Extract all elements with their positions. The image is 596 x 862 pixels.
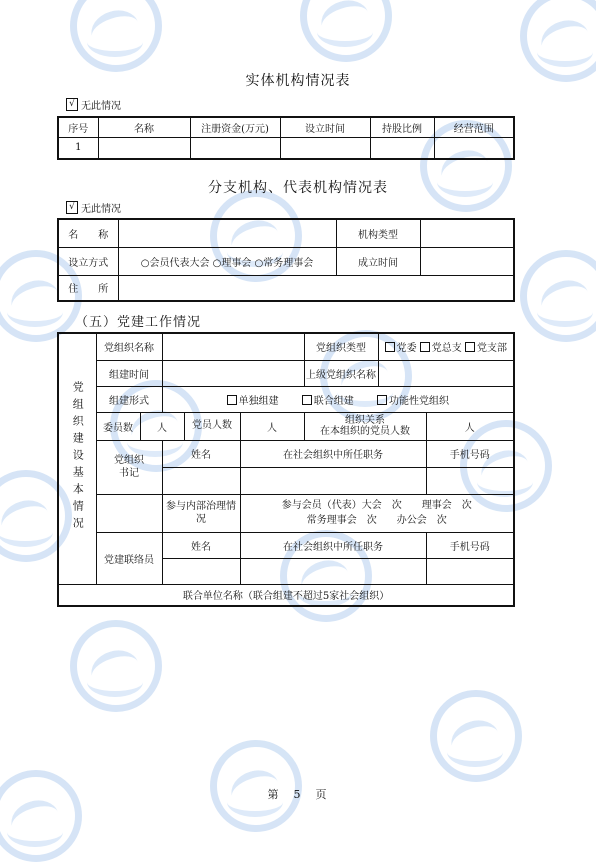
committee-value[interactable]: 人: [140, 412, 184, 440]
method-label: 设立方式: [58, 247, 118, 275]
section-title-entity: 实体机构情况表: [245, 73, 351, 89]
type-label: 机构类型: [336, 219, 420, 247]
opt-joint: 联合组建: [313, 395, 354, 407]
party-table: [57, 332, 515, 607]
relation-value[interactable]: 人: [426, 412, 514, 440]
org-name-value[interactable]: [162, 333, 304, 360]
committee-label: 委员数: [96, 412, 140, 440]
none-label: 无此情况: [81, 204, 121, 215]
none-label: 无此情况: [81, 101, 121, 112]
cell-date[interactable]: [280, 137, 370, 159]
relation-line2: 在本组织的党员人数: [320, 426, 410, 437]
cell-name[interactable]: [98, 137, 190, 159]
page-number: 第 5 页: [267, 788, 329, 801]
secretary-position-label: 在社会组织中所任职务: [240, 440, 426, 467]
build-time-label: 组建时间: [96, 360, 162, 386]
liaison-position-value[interactable]: [240, 558, 426, 584]
governance-spacer: [96, 494, 162, 532]
governance-line1: 参与会员（代表）大会 次 理事会 次: [281, 500, 472, 511]
member-count-label: 党员人数: [184, 412, 240, 440]
header-scope: 经营范围: [434, 117, 514, 137]
liaison-phone-label: 手机号码: [426, 532, 514, 558]
header-date: 设立时间: [280, 117, 370, 137]
cell-share[interactable]: [370, 137, 434, 159]
method-options[interactable]: ○会员代表大会 ○理事会 ○常务理事会: [118, 247, 336, 275]
watermark-logo: [520, 250, 596, 342]
joint-units-label: 联合单位名称（联合组建不超过5家社会组织）: [58, 584, 514, 606]
section-title-branch: 分支机构、代表机构情况表: [208, 180, 388, 196]
org-name-label: 党组织名称: [96, 333, 162, 360]
checkbox-icon[interactable]: [385, 342, 395, 352]
cell-scope[interactable]: [434, 137, 514, 159]
secretary-label-cell: [96, 440, 162, 494]
liaison-position-label: 在社会组织中所任职务: [240, 532, 426, 558]
none-checkbox-branch[interactable]: [66, 200, 121, 215]
member-count-value[interactable]: 人: [240, 412, 304, 440]
build-time-value[interactable]: [162, 360, 304, 386]
checkbox-icon[interactable]: [420, 342, 430, 352]
side-label: 党组织建设基本情况: [71, 380, 85, 534]
type-value[interactable]: [420, 219, 514, 247]
org-type-label: 党组织类型: [304, 333, 378, 360]
secretary-label: 党组织书记: [114, 455, 144, 479]
governance-value[interactable]: [240, 494, 514, 532]
check-mark-icon: √: [66, 98, 78, 111]
watermark-logo: [0, 770, 82, 862]
section-title-party: （五）党建工作情况: [75, 315, 202, 330]
opt-single: 单独组建: [238, 395, 279, 407]
parent-org-value[interactable]: [378, 360, 514, 386]
parent-org-label: 上级党组织名称: [304, 360, 378, 386]
name-value[interactable]: [118, 219, 336, 247]
secretary-name-value[interactable]: [162, 467, 240, 494]
liaison-name-value[interactable]: [162, 558, 240, 584]
secretary-phone-value[interactable]: [426, 467, 514, 494]
check-mark-icon: √: [66, 201, 78, 214]
opt-functional: 功能性党组织: [388, 395, 449, 407]
date-label: 成立时间: [336, 247, 420, 275]
secretary-phone-label: 手机号码: [426, 440, 514, 467]
header-name: 名称: [98, 117, 190, 137]
date-value[interactable]: [420, 247, 514, 275]
secretary-name-label: 姓名: [162, 440, 240, 467]
checkbox-icon[interactable]: [302, 395, 312, 405]
opt-party-committee: 党委: [396, 343, 417, 355]
org-type-options[interactable]: [378, 333, 514, 360]
header-capital: 注册资金(万元): [190, 117, 280, 137]
watermark-logo: [70, 620, 162, 712]
governance-label: 参与内部治理情况: [162, 494, 240, 532]
liaison-label: 党建联络员: [96, 532, 162, 584]
row-index: 1: [58, 137, 98, 159]
watermark-logo: [430, 690, 522, 782]
branch-table: [57, 218, 515, 302]
name-label: 名 称: [58, 219, 118, 247]
liaison-name-label: 姓名: [162, 532, 240, 558]
cell-capital[interactable]: [190, 137, 280, 159]
checkbox-icon[interactable]: [377, 395, 387, 405]
relation-label: [304, 412, 426, 440]
checkbox-icon[interactable]: [465, 342, 475, 352]
header-share: 持股比例: [370, 117, 434, 137]
liaison-phone-value[interactable]: [426, 558, 514, 584]
none-checkbox-entity[interactable]: [66, 97, 121, 112]
address-value[interactable]: [118, 275, 514, 301]
header-index: 序号: [58, 117, 98, 137]
governance-line2: 常务理事会 次 办公会 次: [306, 515, 447, 526]
address-label: 住 所: [58, 275, 118, 301]
side-label-cell: [58, 333, 96, 584]
opt-general-branch: 党总支: [431, 343, 462, 355]
secretary-position-value[interactable]: [240, 467, 426, 494]
build-form-label: 组建形式: [96, 386, 162, 412]
watermark-logo: [300, 0, 392, 62]
build-form-options[interactable]: [162, 386, 514, 412]
checkbox-icon[interactable]: [227, 395, 237, 405]
relation-line1: 组织关系: [345, 415, 385, 426]
opt-branch: 党支部: [476, 343, 507, 355]
watermark-logo: [70, 0, 162, 72]
entity-table: [57, 116, 515, 160]
